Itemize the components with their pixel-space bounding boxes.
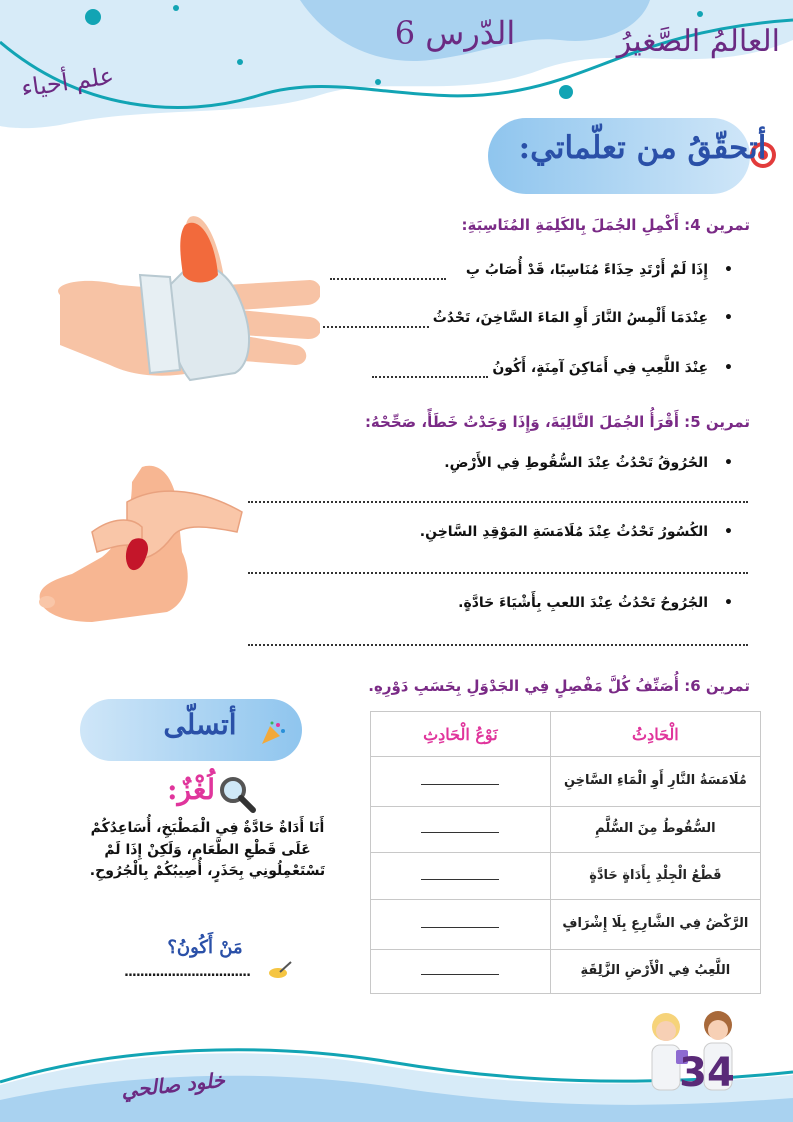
exercise-5-title: تمرين 5: أَقْرَأُ الجُمَلَ التَّالِيَةَ، وَإِذَا وَجَدْتُ خَطَأً، صَحِّحْهُ: (364, 413, 750, 431)
fun-title: أتسلّى (163, 708, 237, 741)
ex4-answer-line-2[interactable] (323, 326, 429, 328)
exercise-6-title: تمرين 6: أُصَنِّفُ كُلَّ مَفْصِلٍ فِي الجَدْوَلِ بِحَسَبِ دَوْرِهِ. (368, 677, 750, 695)
table-row (371, 853, 761, 900)
table-row (371, 950, 761, 994)
riddle-label: لُغْزٌ: (167, 773, 215, 806)
brand-title: العالمُ الصَّغيرُ (616, 24, 780, 59)
ex5-item-1: • الحُرُوقُ تَحْدُثُ عِنْدَ السُّقُوطِ فِي الأَرْضِ. (444, 455, 733, 471)
subject-label: علم أحياء (19, 61, 116, 103)
ex5-correction-line-3[interactable] (248, 644, 748, 646)
table-row (371, 900, 761, 950)
writing-hand-icon (268, 960, 292, 980)
accident-table (370, 711, 761, 994)
type-cell[interactable] (371, 853, 551, 900)
ex4-item-3: • عِنْدَ اللَّعِبِ فِي أَمَاكِنَ آمِنَةٍ، أَكُونُ (492, 360, 733, 376)
type-cell[interactable] (371, 757, 551, 807)
author-name: خلود صالحي (120, 1067, 226, 1103)
party-popper-icon (258, 720, 286, 748)
injured-foot-illustration (32, 462, 247, 632)
magnifier-icon (218, 775, 256, 813)
table-row (371, 757, 761, 807)
riddle-question: مَنْ أَكُونُ؟ (167, 937, 243, 958)
riddle-text: أَنَا أَدَاةٌ حَادَّةٌ فِي الْمَطْبَخِ، أُسَاعِدُكُمْ عَلَى قَطْعِ الطَّعَامِ، وَلَكِنْ إِذَا لَمْ تَسْتَعْمِلُونِي بِحَذَرٍ، أُصِيبُكُمْ بِالْجُرُوحِ. (89, 820, 326, 880)
riddle-answer-line[interactable]: ................................ (124, 965, 251, 980)
lesson-number: الدّرس 6 (394, 14, 516, 52)
ex4-item-1: • إِذَا لَمْ أَرْتَدِ حِذَاءً مُنَاسِبًا، قَدْ أُصَابُ بِ (466, 262, 733, 278)
ex4-item-2: • عِنْدَمَا أَلْمِسُ النَّارَ أَوِ المَاءَ السَّاخِنَ، تَحْدُثُ (433, 310, 733, 326)
event-cell: مُلَامَسَةُ النَّارِ أَوِ الْمَاءِ السَّاخِنِ (550, 757, 760, 807)
event-cell: اللَّعِبُ فِي الْأَرْضِ الزَّلِقَةِ (550, 950, 760, 994)
header-event: الْحَادِثُ (550, 712, 760, 757)
ex5-correction-line-1[interactable] (248, 501, 748, 503)
type-cell[interactable] (371, 900, 551, 950)
event-cell: قَطْعُ الْجِلْدِ بِأَدَاةٍ حَادَّةٍ (550, 853, 760, 900)
event-cell: السُّقُوطُ مِنَ السُّلَّمِ (550, 807, 760, 853)
banner-title: أتحقّقُ من تعلّماتي: (518, 130, 767, 166)
bandaged-hand-illustration (40, 205, 320, 390)
header-type: نَوْعُ الْحَادِثِ (371, 712, 551, 757)
page-number: 34 (679, 1050, 735, 1096)
ex5-correction-line-2[interactable] (248, 572, 748, 574)
event-cell: الرَّكْضُ فِي الشَّارِعِ بِلَا إِشْرَافٍ (550, 900, 760, 950)
type-cell[interactable] (371, 950, 551, 994)
ex4-answer-line-1[interactable] (330, 278, 446, 280)
ex5-item-3: • الجُرُوحُ تَحْدُثُ عِنْدَ اللعبِ بِأَشْيَاءَ حَادَّةٍ. (458, 595, 733, 611)
table-header-row (371, 712, 761, 757)
exercise-4-title: تمرين 4: أَكْمِلِ الجُمَلَ بِالكَلِمَةِ المُنَاسِبَةِ: (461, 216, 750, 234)
ex5-item-2: • الكُسُورُ تَحْدُثُ عِنْدَ مُلَامَسَةِ المَوْقِدِ السَّاخِنِ. (420, 524, 733, 540)
table-row (371, 807, 761, 853)
type-cell[interactable] (371, 807, 551, 853)
ex4-answer-line-3[interactable] (372, 376, 488, 378)
